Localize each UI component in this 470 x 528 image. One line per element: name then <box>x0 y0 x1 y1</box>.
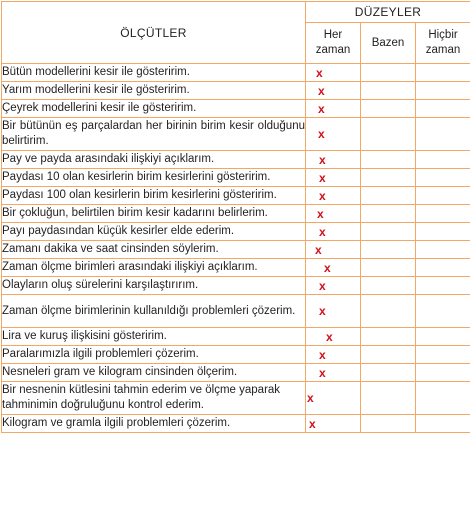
level-header-sometimes: Bazen <box>361 23 416 64</box>
cell-never[interactable] <box>416 100 470 118</box>
x-mark-icon: x <box>318 101 325 116</box>
cell-always[interactable] <box>306 295 361 328</box>
cell-always[interactable] <box>306 415 361 433</box>
cell-always[interactable] <box>306 346 361 364</box>
criterion-text: Bir çokluğun, belirtilen birim kesir kadarını belirlerim. <box>2 205 306 223</box>
criterion-text: Paralarımızla ilgili problemleri çözerim. <box>2 346 306 364</box>
x-mark-icon: x <box>319 347 326 362</box>
cell-always[interactable] <box>306 100 361 118</box>
cell-sometimes[interactable] <box>361 118 416 151</box>
cell-always[interactable] <box>306 205 361 223</box>
table-row <box>2 295 470 328</box>
criterion-text: Payı paydasından küçük kesirler elde ederim. <box>2 223 306 241</box>
cell-sometimes[interactable] <box>361 346 416 364</box>
cell-never[interactable] <box>416 151 470 169</box>
table-row <box>2 277 470 295</box>
cell-never[interactable] <box>416 346 470 364</box>
cell-always[interactable] <box>306 277 361 295</box>
criterion-text: Lira ve kuruş ilişkisini gösteririm. <box>2 328 306 346</box>
cell-never[interactable] <box>416 259 470 277</box>
cell-always[interactable] <box>306 187 361 205</box>
table-row <box>2 187 470 205</box>
cell-never[interactable] <box>416 64 470 82</box>
table-row <box>2 259 470 277</box>
cell-always[interactable] <box>306 328 361 346</box>
criterion-text: Olayların oluş sürelerini karşılaştırırım. <box>2 277 306 295</box>
criterion-text: Paydası 100 olan kesirlerin birim kesirlerini gösteririm. <box>2 187 306 205</box>
criteria-header: ÖLÇÜTLER <box>2 2 306 64</box>
criterion-text: Zamanı dakika ve saat cinsinden söylerim. <box>2 241 306 259</box>
cell-sometimes[interactable] <box>361 259 416 277</box>
cell-sometimes[interactable] <box>361 100 416 118</box>
table-row <box>2 415 470 433</box>
cell-sometimes[interactable] <box>361 205 416 223</box>
levels-header: DÜZEYLER <box>306 2 470 23</box>
level-header-never: Hiçbir zaman <box>416 23 470 64</box>
x-mark-icon: x <box>324 260 331 275</box>
cell-always[interactable] <box>306 151 361 169</box>
criterion-text: Pay ve payda arasındaki ilişkiyi açıklarım. <box>2 151 306 169</box>
cell-always[interactable] <box>306 118 361 151</box>
criterion-text: Yarım modellerini kesir ile gösteririm. <box>2 82 306 100</box>
x-mark-icon: x <box>317 206 324 221</box>
cell-sometimes[interactable] <box>361 328 416 346</box>
x-mark-icon: x <box>318 127 325 141</box>
cell-never[interactable] <box>416 223 470 241</box>
table-row <box>2 118 470 151</box>
table-row <box>2 64 470 82</box>
table-row <box>2 82 470 100</box>
cell-never[interactable] <box>416 415 470 433</box>
x-mark-icon: x <box>318 83 325 98</box>
cell-never[interactable] <box>416 295 470 328</box>
cell-never[interactable] <box>416 118 470 151</box>
criterion-text: Zaman ölçme birimlerinin kullanıldığı problemleri çözerim. <box>2 295 306 328</box>
cell-always[interactable] <box>306 82 361 100</box>
cell-sometimes[interactable] <box>361 382 416 415</box>
cell-never[interactable] <box>416 82 470 100</box>
criterion-text: Kilogram ve gramla ilgili problemleri çözerim. <box>2 415 306 433</box>
x-mark-icon: x <box>307 391 314 405</box>
cell-always[interactable] <box>306 64 361 82</box>
cell-always[interactable] <box>306 382 361 415</box>
criterion-text: Bütün modellerini kesir ile gösteririm. <box>2 64 306 82</box>
cell-sometimes[interactable] <box>361 187 416 205</box>
criterion-text: Bir bütünün eş parçalardan her birinin birim kesir olduğunu belirtirim. <box>2 118 306 151</box>
x-mark-icon: x <box>315 242 322 257</box>
cell-always[interactable] <box>306 223 361 241</box>
cell-sometimes[interactable] <box>361 82 416 100</box>
table-row <box>2 382 470 415</box>
x-mark-icon: x <box>326 329 333 344</box>
cell-sometimes[interactable] <box>361 151 416 169</box>
rubric-table <box>1 1 470 433</box>
criterion-text: Zaman ölçme birimleri arasındaki ilişkiyi açıklarım. <box>2 259 306 277</box>
cell-always[interactable] <box>306 364 361 382</box>
cell-sometimes[interactable] <box>361 295 416 328</box>
cell-sometimes[interactable] <box>361 364 416 382</box>
table-row <box>2 169 470 187</box>
x-mark-icon: x <box>319 188 326 203</box>
table-row <box>2 205 470 223</box>
cell-sometimes[interactable] <box>361 415 416 433</box>
table-row <box>2 223 470 241</box>
cell-never[interactable] <box>416 382 470 415</box>
x-mark-icon: x <box>316 65 323 80</box>
table-row <box>2 364 470 382</box>
cell-never[interactable] <box>416 241 470 259</box>
table-row <box>2 346 470 364</box>
table-row <box>2 100 470 118</box>
x-mark-icon: x <box>319 304 326 318</box>
table-row <box>2 241 470 259</box>
cell-never[interactable] <box>416 328 470 346</box>
cell-always[interactable] <box>306 169 361 187</box>
cell-sometimes[interactable] <box>361 169 416 187</box>
criterion-text: Nesneleri gram ve kilogram cinsinden ölçerim. <box>2 364 306 382</box>
cell-never[interactable] <box>416 187 470 205</box>
cell-never[interactable] <box>416 364 470 382</box>
x-mark-icon: x <box>319 152 326 167</box>
criterion-text: Bir nesnenin kütlesini tahmin ederim ve ölçme yaparak tahminimin doğruluğunu kontrol ederim. <box>2 382 306 415</box>
cell-never[interactable] <box>416 205 470 223</box>
cell-sometimes[interactable] <box>361 277 416 295</box>
x-mark-icon: x <box>319 170 326 185</box>
cell-sometimes[interactable] <box>361 64 416 82</box>
level-header-always: Her zaman <box>306 23 361 64</box>
cell-never[interactable] <box>416 277 470 295</box>
table-row <box>2 151 470 169</box>
cell-always[interactable] <box>306 259 361 277</box>
x-mark-icon: x <box>309 416 316 431</box>
cell-always[interactable] <box>306 241 361 259</box>
x-mark-icon: x <box>319 224 326 239</box>
criterion-text: Paydası 10 olan kesirlerin birim kesirlerini gösteririm. <box>2 169 306 187</box>
self-assessment-rubric <box>1 1 469 433</box>
table-row <box>2 328 470 346</box>
cell-sometimes[interactable] <box>361 223 416 241</box>
cell-sometimes[interactable] <box>361 241 416 259</box>
criterion-text: Çeyrek modellerini kesir ile gösteririm. <box>2 100 306 118</box>
x-mark-icon: x <box>319 365 326 380</box>
cell-never[interactable] <box>416 169 470 187</box>
x-mark-icon: x <box>319 278 326 293</box>
